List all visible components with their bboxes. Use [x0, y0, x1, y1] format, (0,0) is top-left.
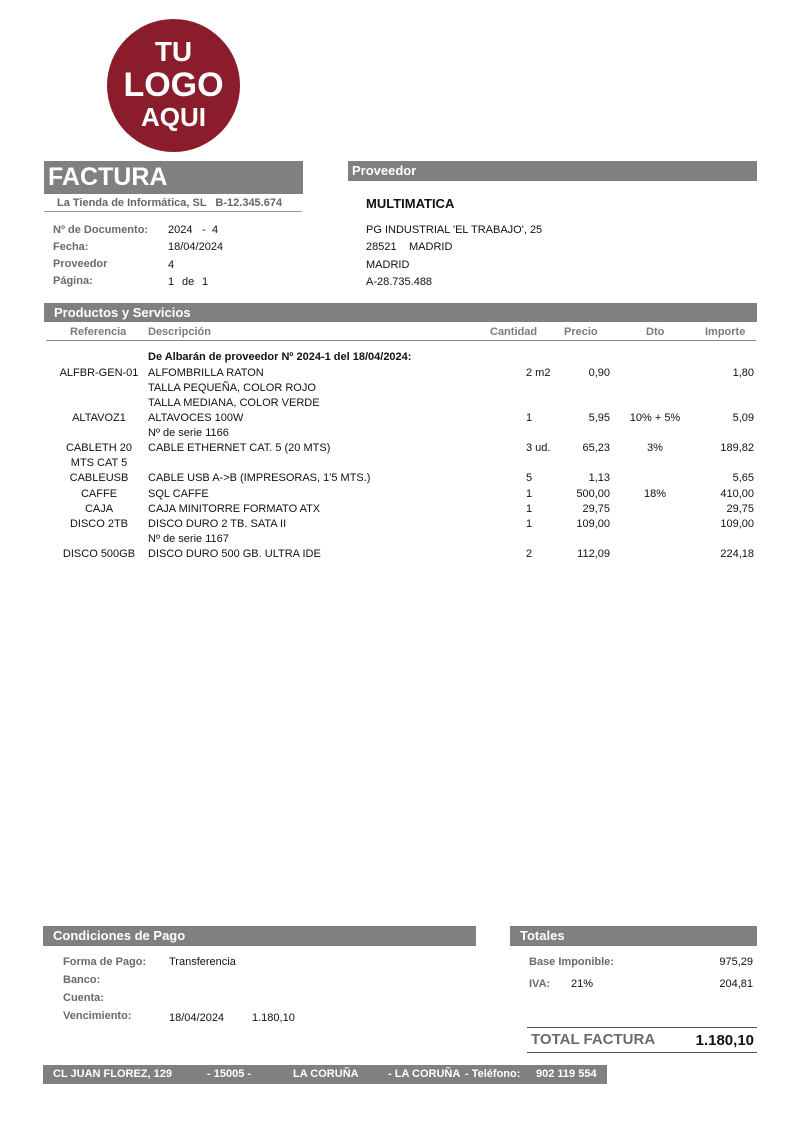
header-divider [44, 211, 302, 212]
table-row [0, 503, 795, 518]
col-price-header: Precio [564, 326, 598, 338]
footer-postal: - 15005 - [207, 1068, 252, 1080]
cell-ref: CAJA [84, 503, 114, 515]
company-name: La Tienda de Informática, SL [57, 197, 207, 209]
footer-province: - LA CORUÑA [388, 1068, 461, 1080]
cell-ref: DISCO 2TB [69, 518, 129, 530]
doc-sep: - [202, 224, 206, 236]
products-header-row [0, 326, 795, 341]
cell-desc: DISCO DURO 500 GB. ULTRA IDE [148, 548, 321, 560]
cell-amount: 29,75 [726, 503, 754, 515]
table-row [0, 382, 795, 397]
cell-price: 5,95 [588, 412, 610, 424]
cell-qty: 1 [526, 412, 533, 424]
cell-qty: 3 ud. [526, 442, 551, 454]
cell-ref: DISCO 500GB [62, 548, 136, 560]
table-row [0, 367, 795, 382]
cell-desc: CAJA MINITORRE FORMATO ATX [148, 503, 321, 515]
company-cif: B-12.345.674 [215, 197, 283, 209]
table-row [0, 533, 795, 548]
cell-desc: Nº de serie 1166 [148, 427, 229, 439]
cell-desc: TALLA MEDIANA, COLOR VERDE [148, 397, 320, 409]
cell-price: 112,09 [577, 548, 610, 560]
cell-ref: ALTAVOZ1 [72, 412, 126, 424]
cell-desc: CABLE ETHERNET CAT. 5 (20 MTS) [148, 442, 331, 454]
doc-year: 2024 [168, 224, 193, 236]
cell-dto: 3% [647, 442, 663, 454]
cell-ref: MTS CAT 5 [70, 457, 128, 469]
footer-address: CL JUAN FLOREZ, 129 [53, 1068, 172, 1080]
cell-price: 1,13 [588, 472, 610, 484]
doc-number-label: Nº de Documento: [53, 224, 149, 236]
doc-num: 4 [212, 224, 219, 236]
cell-qty: 5 [526, 472, 533, 484]
supplier-code: 4 [168, 259, 175, 271]
company-logo [107, 19, 240, 152]
cell-desc: ALTAVOCES 100W [148, 412, 244, 424]
cell-amount: 189,82 [720, 442, 754, 454]
supplier-city: MADRID [409, 241, 453, 253]
invoice-date: 18/04/2024 [168, 241, 224, 253]
iva-amount: 204,81 [719, 978, 753, 990]
cell-price: 65,23 [582, 442, 610, 454]
cell-price: 500,00 [576, 488, 610, 500]
page-label: Página: [53, 275, 93, 287]
supplier-section-title: Proveedor [348, 161, 757, 181]
col-dto-header: Dto [646, 326, 665, 338]
iva-label: IVA: [529, 978, 551, 990]
cell-price: 29,75 [582, 503, 610, 515]
base-amount: 975,29 [719, 956, 753, 968]
table-row [0, 518, 795, 533]
total-amount: 1.180,10 [695, 1032, 754, 1049]
col-desc-header: Descripción [148, 326, 211, 338]
cell-amount: 109,00 [720, 518, 754, 530]
logo-line-3: AQUI [141, 102, 206, 132]
cell-price: 0,90 [588, 367, 610, 379]
cell-desc: DISCO DURO 2 TB. SATA II [148, 518, 287, 530]
cell-amount: 5,09 [732, 412, 754, 424]
cell-amount: 5,65 [732, 472, 754, 484]
supplier-cif: A-28.735.488 [366, 276, 433, 288]
col-qty-header: Cantidad [490, 326, 538, 338]
cell-amount: 224,18 [720, 548, 754, 560]
cell-dto: 10% + 5% [629, 412, 681, 424]
bank-label: Banco: [63, 974, 101, 986]
iva-rate: 21% [571, 978, 594, 990]
due-amount: 1.180,10 [252, 1012, 295, 1024]
cell-dto: 18% [643, 488, 667, 500]
cell-desc: ALFOMBRILLA RATON [148, 367, 264, 379]
cell-desc: CABLE USB A->B (IMPRESORAS, 1'5 MTS.) [148, 472, 371, 484]
table-row [0, 472, 795, 487]
logo-line-2: LOGO [123, 66, 224, 104]
total-bottom-divider [527, 1052, 757, 1053]
cell-amount: 1,80 [732, 367, 754, 379]
company-line [57, 197, 282, 209]
footer-phone-label: - Teléfono: [465, 1068, 521, 1080]
payment-method: Transferencia [169, 956, 236, 968]
date-label: Fecha: [53, 241, 89, 253]
col-ref-header: Referencia [70, 326, 127, 338]
supplier-address: PG INDUSTRIAL 'EL TRABAJO', 25 [366, 224, 543, 236]
cell-qty: 1 [526, 488, 533, 500]
payment-method-label: Forma de Pago: [63, 956, 147, 968]
products-section-title: Productos y Servicios [44, 303, 757, 322]
supplier-label: Proveedor [53, 258, 108, 270]
due-date: 18/04/2024 [169, 1012, 225, 1024]
products-header-divider [46, 340, 756, 341]
page-current: 1 [168, 276, 175, 288]
cell-desc: TALLA PEQUEÑA, COLOR ROJO [148, 382, 316, 394]
table-row [0, 457, 795, 472]
cell-desc: SQL CAFFE [148, 488, 209, 500]
cell-qty: 2 [526, 548, 533, 560]
due-label: Vencimiento: [63, 1010, 132, 1022]
total-top-divider [527, 1027, 757, 1028]
cell-qty: 1 [526, 503, 533, 515]
logo-line-1: TU [154, 36, 193, 67]
cell-ref: CABLETH 20 [65, 442, 133, 454]
table-row [0, 488, 795, 503]
footer-city: LA CORUÑA [293, 1068, 359, 1080]
cell-ref: ALFBR-GEN-01 [59, 367, 139, 379]
cell-price: 109,00 [576, 518, 610, 530]
supplier-name: MULTIMATICA [366, 196, 455, 211]
totals-section-title: Totales [510, 926, 757, 946]
col-amount-header: Importe [705, 326, 746, 338]
table-row [0, 397, 795, 412]
table-row [0, 548, 795, 563]
cell-amount: 410,00 [720, 488, 754, 500]
invoice-title: FACTURA [44, 161, 303, 194]
payment-section-title: Condiciones de Pago [43, 926, 476, 946]
total-label: TOTAL FACTURA [531, 1031, 656, 1048]
cell-qty: 2 m2 [526, 367, 551, 379]
cell-qty: 1 [526, 518, 533, 530]
table-row [0, 412, 795, 427]
footer-phone: 902 119 554 [536, 1068, 597, 1080]
table-row [0, 427, 795, 442]
supplier-province: MADRID [366, 259, 410, 271]
cell-desc: Nº de serie 1167 [148, 533, 229, 545]
account-label: Cuenta: [63, 992, 104, 1004]
base-label: Base Imponible: [529, 956, 614, 968]
supplier-postal-code: 28521 [366, 241, 397, 253]
cell-ref: CABLEUSB [69, 472, 129, 484]
cell-ref: CAFFE [80, 488, 118, 500]
page-of: de [182, 276, 195, 288]
table-row [0, 442, 795, 457]
footer-bar [43, 1065, 607, 1084]
page-total: 1 [202, 276, 209, 288]
delivery-note: De Albarán de proveedor Nº 2024-1 del 18/04/2024: [148, 351, 412, 363]
